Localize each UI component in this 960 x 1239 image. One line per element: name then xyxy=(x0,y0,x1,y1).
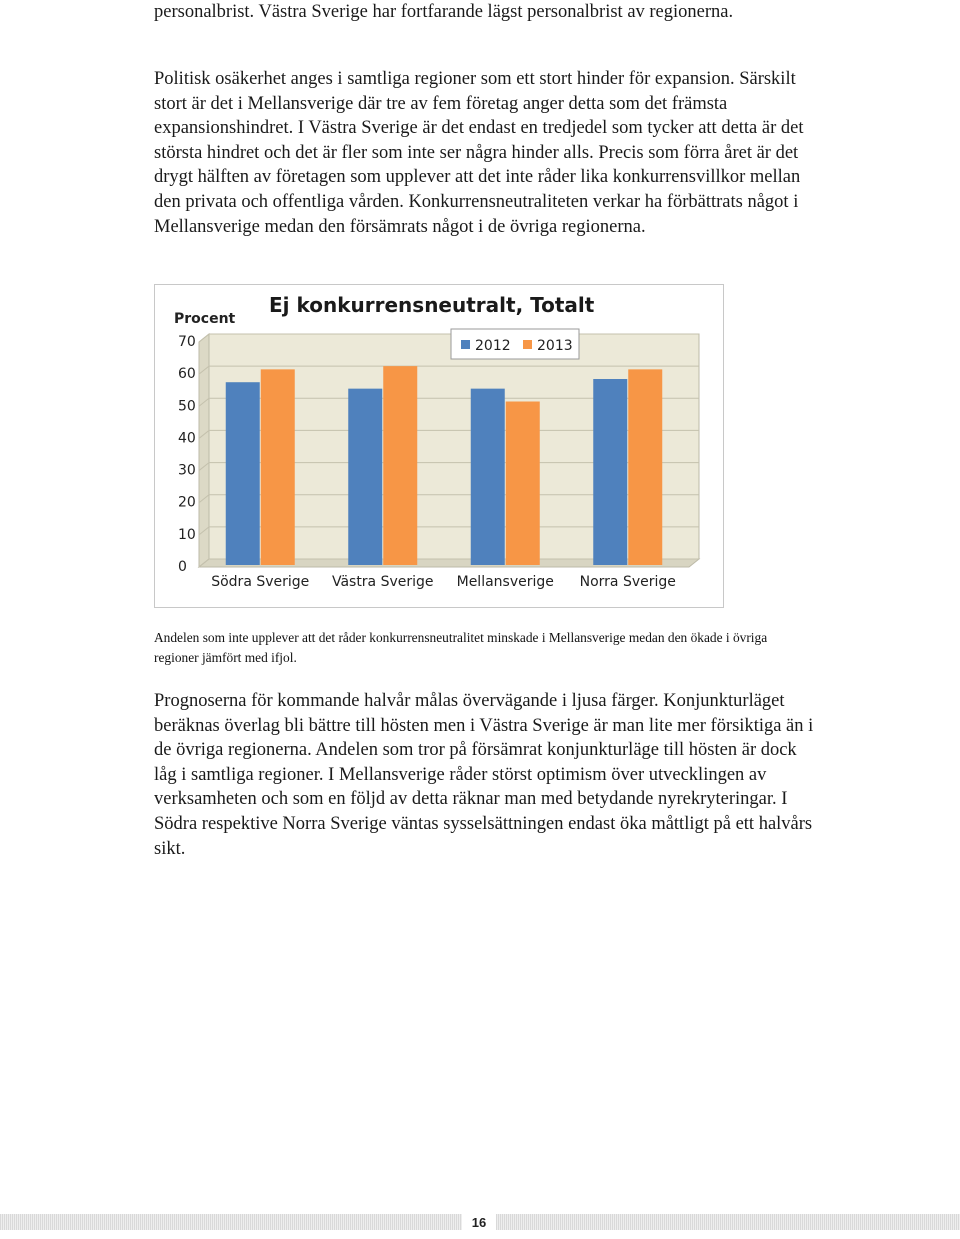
legend-swatch-2012 xyxy=(461,340,470,349)
bar-2013-1 xyxy=(383,366,417,565)
body-paragraph-3: Prognoserna för kommande halvår målas övervägande i ljusa färger. Konjunkturläget beräknas överlag bli bättre till hösten men i Västra Sverige är man lite mer försiktiga än i de övriga regionerna. Andelen som tror på försämrat konjunkturläge till hösten är dock låg i samtliga regioner. I Mellansverige råder störst optimism över utvecklingen av verksamheten och som en följd av detta räknar man med betydande nyrekryteringar. I Södra respektive Norra Sverige väntas sysselsättningen endast öka måttligt på ett halvårs sikt. xyxy=(154,691,814,859)
footer-bar-left xyxy=(0,1214,462,1230)
x-tick-label: Södra Sverige xyxy=(211,574,310,590)
chart-caption: Andelen som inte upplever att det råder konkurrensneutralitet minskade i Mellansverige medan den ökade i övriga regioner jämfört med ifjol. xyxy=(154,630,768,665)
legend-label-2012: 2012 xyxy=(475,338,511,354)
y-tick-label: 20 xyxy=(178,494,196,511)
bar-2012-1 xyxy=(348,389,382,565)
legend-swatch-2013 xyxy=(523,340,532,349)
x-tick-label: Mellansverige xyxy=(456,574,554,590)
x-tick-label: Västra Sverige xyxy=(331,574,434,590)
y-tick-label: 10 xyxy=(178,526,196,543)
y-tick-label: 50 xyxy=(178,398,196,415)
page-footer xyxy=(0,1212,960,1232)
body-paragraph-1: personalbrist. Västra Sverige har fortfarande lägst personalbrist av regionerna. xyxy=(154,2,734,22)
bar-chart xyxy=(154,284,724,608)
bar-2012-2 xyxy=(471,389,505,565)
plot-side-wall xyxy=(199,334,209,567)
footer-bar-right xyxy=(496,1214,960,1230)
page-number: 16 xyxy=(471,1215,487,1230)
bar-2013-0 xyxy=(261,369,295,565)
x-tick-label: Norra Sverige xyxy=(579,574,676,590)
bar-2012-3 xyxy=(593,379,627,565)
bar-2013-3 xyxy=(628,369,662,565)
y-tick-label: 60 xyxy=(178,366,196,383)
y-axis-label: Procent xyxy=(174,311,236,327)
bar-2013-2 xyxy=(506,402,540,566)
chart-title: Ej konkurrensneutralt, Totalt xyxy=(269,293,595,317)
legend-label-2013: 2013 xyxy=(537,338,573,354)
y-tick-label: 0 xyxy=(178,559,187,575)
chart-canvas xyxy=(155,285,723,607)
y-tick-label: 40 xyxy=(178,430,196,447)
body-paragraph-2: Politisk osäkerhet anges i samtliga regioner som ett stort hinder för expansion. Särskilt stort är det i Mellansverige där tre av fem företag anger detta som det främsta expansionshindret. I Västra Sverige är det endast en tredjedel som tycker att detta är det största hindret och det är fler som inte ser några hinder alls. Precis som förra året är det drygt hälften av företagen som upplever att det inte råder lika konkurrensvillkor mellan den privata och offentliga vården. Konkurrensneutraliteten verkar ha förbättrats något i Mellansverige medan den försämrats något i de övriga regionerna. xyxy=(154,69,804,237)
y-tick-label: 30 xyxy=(178,462,196,479)
y-tick-label: 70 xyxy=(178,334,196,350)
bar-2012-0 xyxy=(226,382,260,565)
